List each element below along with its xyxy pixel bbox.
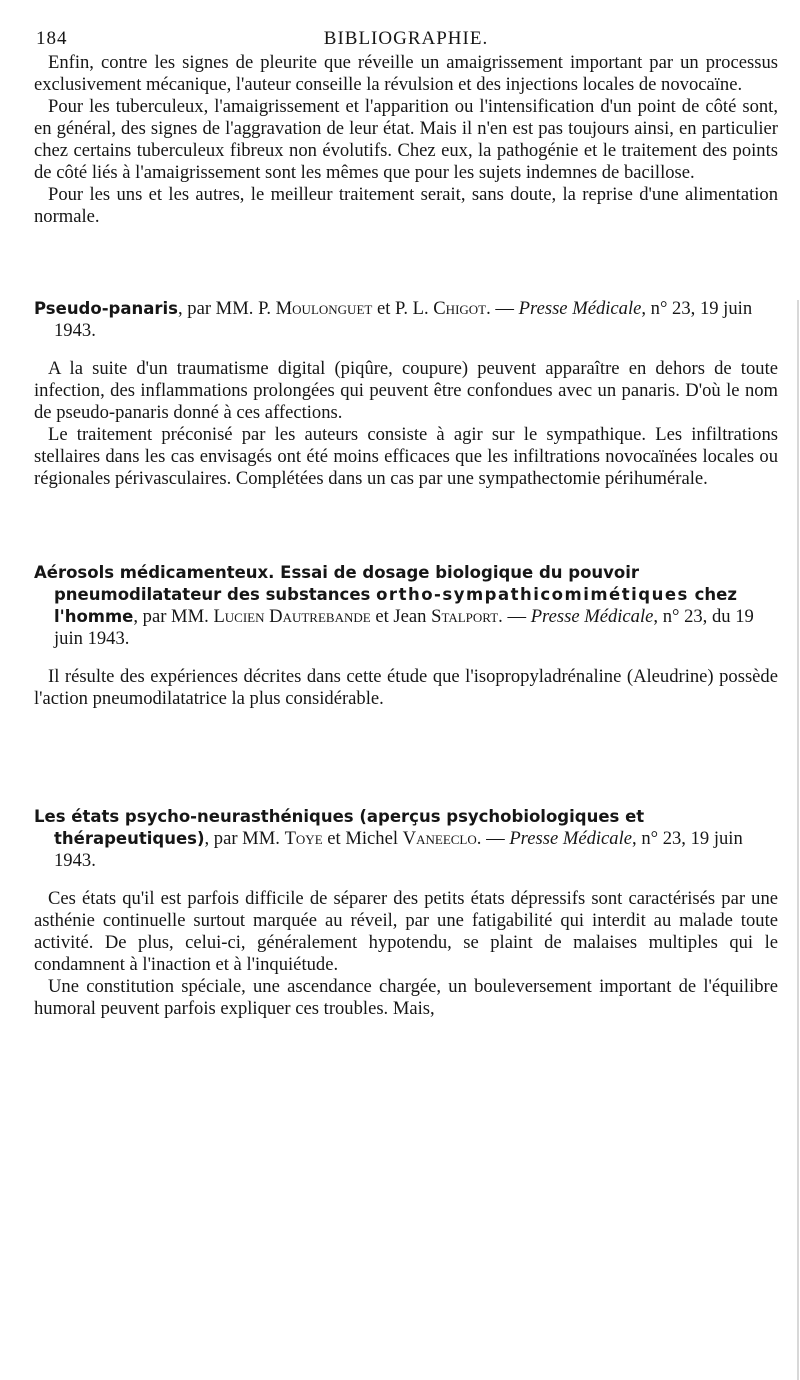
entry-reference: , n° 23, 19 juin 1943. — [54, 828, 743, 871]
entry-title: Pseudo-panaris — [34, 299, 178, 318]
body-paragraph: Une constitution spéciale, une ascendance chargée, un bouleversement important de l'équilibre humoral peuvent parfois expliquer ces troubles. Mais, — [34, 976, 778, 1019]
entry-heading: Pseudo-panaris, par MM. P. Moulonguet et P. L. Chigot. — Presse Médicale, n° 23, 19 juin 1943. — [34, 298, 753, 341]
entry-journal: Presse Médicale — [530, 606, 654, 627]
entry-journal: Presse Médicale — [518, 298, 642, 319]
entry-heading: Les états psycho-neurasthéniques (aperçus psychobiologiques et thérapeutiques), par MM. Toye et Michel Vaneeclo. — Presse Médicale, n° 23, 19 juin 1943. — [34, 807, 743, 871]
body-paragraph: Pour les tuberculeux, l'amaigrissement et l'apparition ou l'intensification d'un point de côté sont, en général, des signes de l'aggravation de leur état. Mais il n'en est pas toujours ainsi, en particulier chez certains tuberculeux fibreux non évolutifs. Chez eux, la pathogénie et le traitement des points de côté liés à l'amaigrissement sont les mêmes que pour les sujets indemnes de bacillose. — [34, 96, 778, 183]
entry-reference: , n° 23, du 19 juin 1943. — [54, 606, 754, 649]
entry-author: Lucien Dautrebande — [213, 606, 371, 627]
entry-heading: Aérosols médicamenteux. Essai de dosage biologique du pouvoir pneumodilatateur des substances ortho-sympathicomimétiques chez l'homme, par MM. Lucien Dautrebande et Jean Stalport. — Presse Médicale, n° 23, du 19 juin 1943. — [34, 563, 754, 649]
continued-review — [34, 52, 778, 228]
entry-author: Toye — [284, 828, 323, 849]
entry-author: Stalport — [431, 606, 499, 627]
entry-author: Vaneeclo — [402, 828, 477, 849]
entry-author: P. Moulonguet — [258, 298, 373, 319]
running-title: BIBLIOGRAPHIE. — [323, 28, 489, 49]
entry-title-spaced: ortho-sympathicomimétiques — [376, 585, 689, 604]
review-entry-pseudo-panaris — [34, 298, 778, 490]
review-entry-psycho-neurastheniques — [34, 806, 778, 1020]
entry-title: Les états psycho-neurasthéniques (aperçus psychobiologiques et thérapeutiques) — [34, 807, 645, 848]
body-paragraph: A la suite d'un traumatisme digital (piqûre, coupure) peuvent apparaître en dehors de toute infection, des inflammations prolongées qui peuvent être confondues avec un panaris. D'où le nom de pseudo-panaris donné à ces affections. — [34, 358, 778, 423]
running-header — [34, 22, 778, 52]
review-entry-aerosols — [34, 562, 778, 710]
entry-title: Aérosols médicamenteux. Essai de dosage biologique du pouvoir pneumodilatateur des substances — [34, 563, 640, 604]
entry-journal: Presse Médicale — [509, 828, 633, 849]
body-paragraph: Le traitement préconisé par les auteurs consiste à agir sur le sympathique. Les infiltrations stellaires dans les cas envisagés ont été moins efficaces que les infiltrations novocaïnées locales ou régionales périvasculaires. Complétées dans un cas par une sympathectomie périhumérale. — [34, 424, 778, 489]
book-page — [34, 22, 778, 1020]
entry-author: P. L. Chigot — [395, 298, 487, 319]
page-edge-shadow — [797, 300, 799, 1380]
body-paragraph: Pour les uns et les autres, le meilleur traitement serait, sans doute, la reprise d'une alimentation normale. — [34, 184, 778, 227]
body-paragraph: Il résulte des expériences décrites dans cette étude que l'isopropyladrénaline (Aleudrine) possède l'action pneumodilatatrice la plus considérable. — [34, 666, 778, 709]
body-paragraph: Enfin, contre les signes de pleurite que réveille un amaigrissement important par un processus exclusivement mécanique, l'auteur conseille la révulsion et des injections locales de novocaïne. — [34, 52, 778, 95]
page-number: 184 — [36, 28, 68, 49]
entry-reference: , n° 23, 19 juin 1943. — [54, 298, 753, 341]
body-paragraph: Ces états qu'il est parfois difficile de séparer des petits états dépressifs sont caractérisés par une asthénie continuelle surtout marquée au réveil, par une fatigabilité qui interdit au malade toute activité. De plus, celui-ci, généralement hypotendu, se plaint de malaises multiples qui le condamnent à l'inaction et à l'inquiétude. — [34, 888, 778, 975]
entry-title-end: chez l'homme — [54, 585, 737, 626]
